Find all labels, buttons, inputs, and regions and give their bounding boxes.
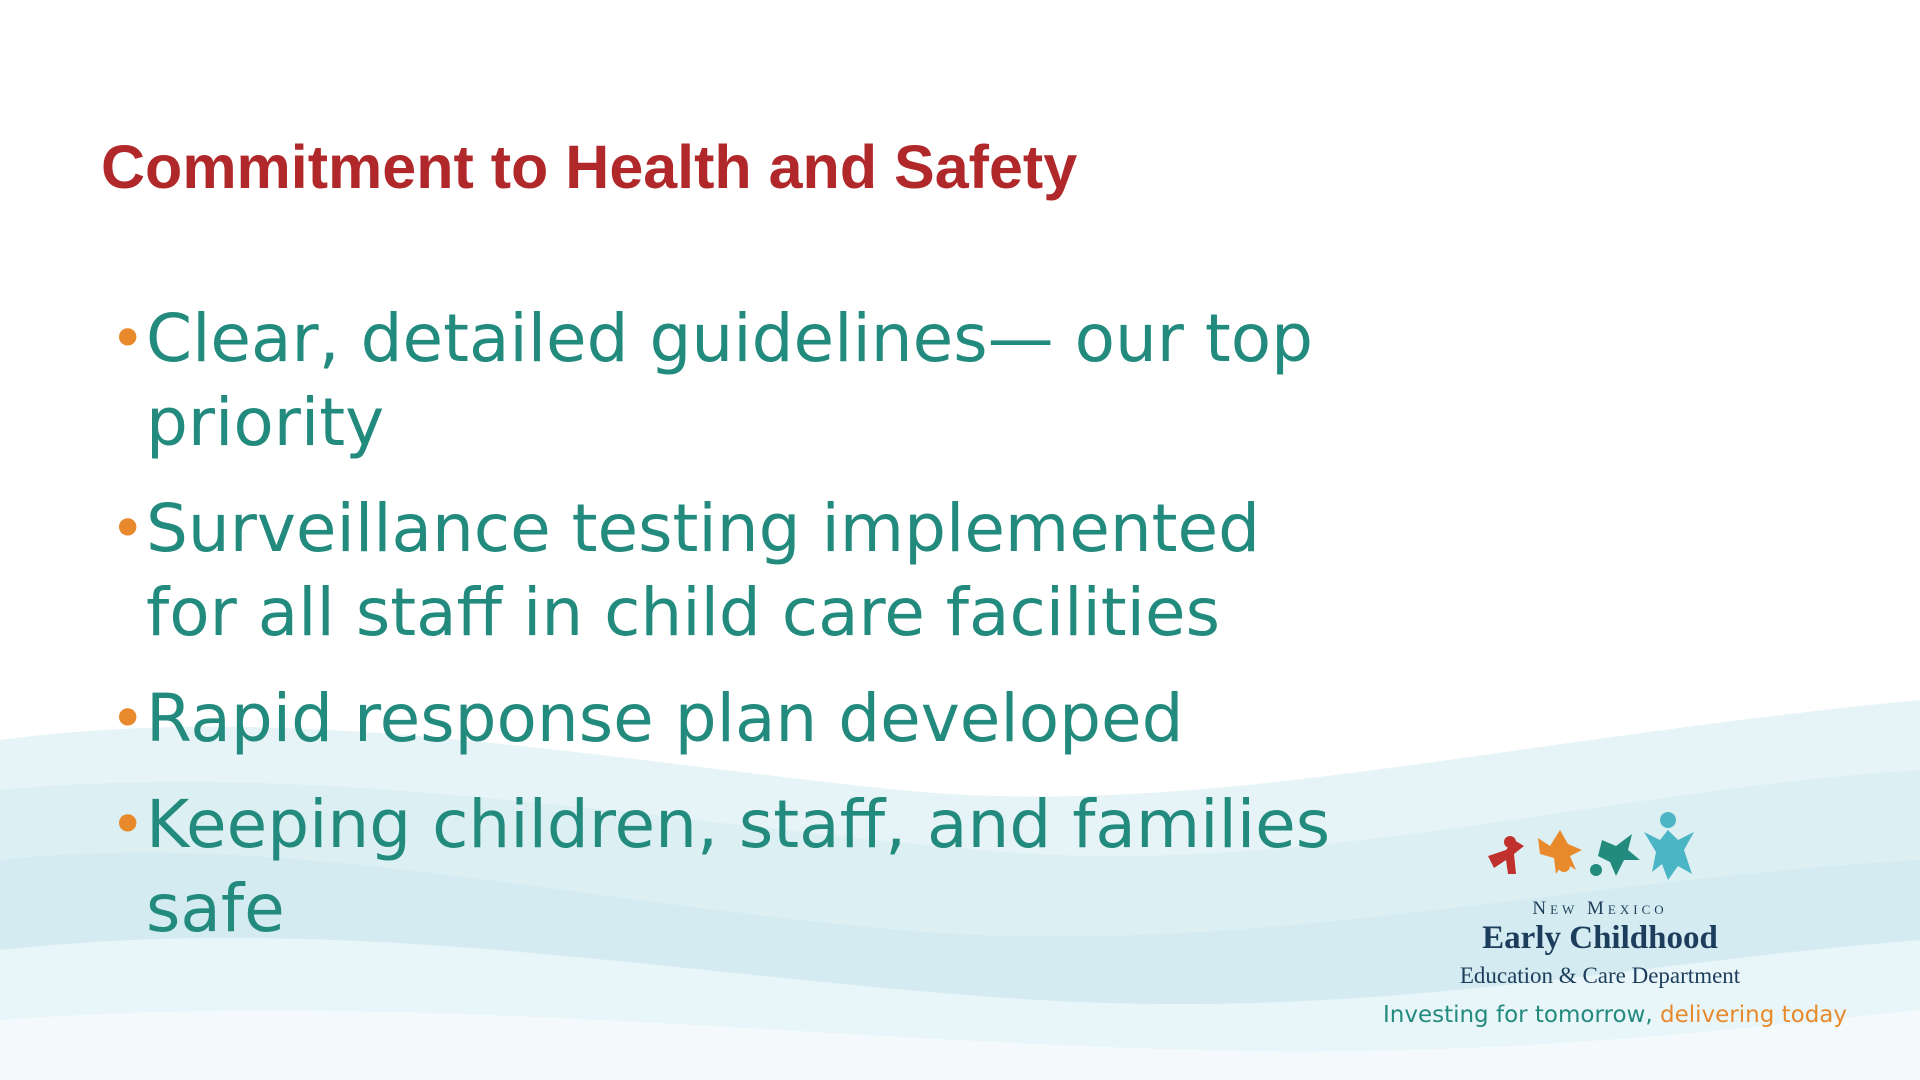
- logo-agency-name: Early Childhood: [1482, 920, 1718, 956]
- bullet-marker: •: [110, 790, 146, 860]
- bullet-text: Surveillance testing implemented for all staff in child care facilities: [146, 490, 1261, 651]
- nm-ececd-logo: [1320, 810, 1880, 1050]
- tagline-part-2: delivering today: [1659, 1002, 1848, 1028]
- bullet-marker: •: [110, 494, 146, 564]
- bullet-list: [110, 297, 1370, 973]
- bullet-item: [110, 677, 1370, 761]
- bullet-item: [110, 487, 1370, 655]
- tagline-part-1: Investing for tomorrow,: [1382, 1002, 1660, 1028]
- logo-state-name: New Mexico: [1532, 898, 1668, 919]
- bullet-text: Rapid response plan developed: [146, 680, 1184, 757]
- logo-tagline: [1350, 1002, 1880, 1028]
- red-figure-icon: [1488, 836, 1524, 874]
- teal-figure-icon: [1590, 834, 1640, 876]
- bullet-item: [110, 297, 1370, 465]
- orange-figure-icon: [1538, 830, 1582, 874]
- slide-title: Commitment to Health and Safety: [101, 133, 1078, 201]
- bullet-item: [110, 783, 1370, 951]
- bullet-text: Clear, detailed guidelines— our top priority: [146, 300, 1314, 461]
- bullet-marker: •: [110, 304, 146, 374]
- light-teal-figure-icon: [1644, 812, 1694, 880]
- logo-department-name: Education & Care Department: [1459, 963, 1741, 988]
- bullet-marker: •: [110, 684, 146, 754]
- children-figures-icon: [1484, 810, 1708, 890]
- bullet-text: Keeping children, staff, and families safe: [146, 786, 1331, 947]
